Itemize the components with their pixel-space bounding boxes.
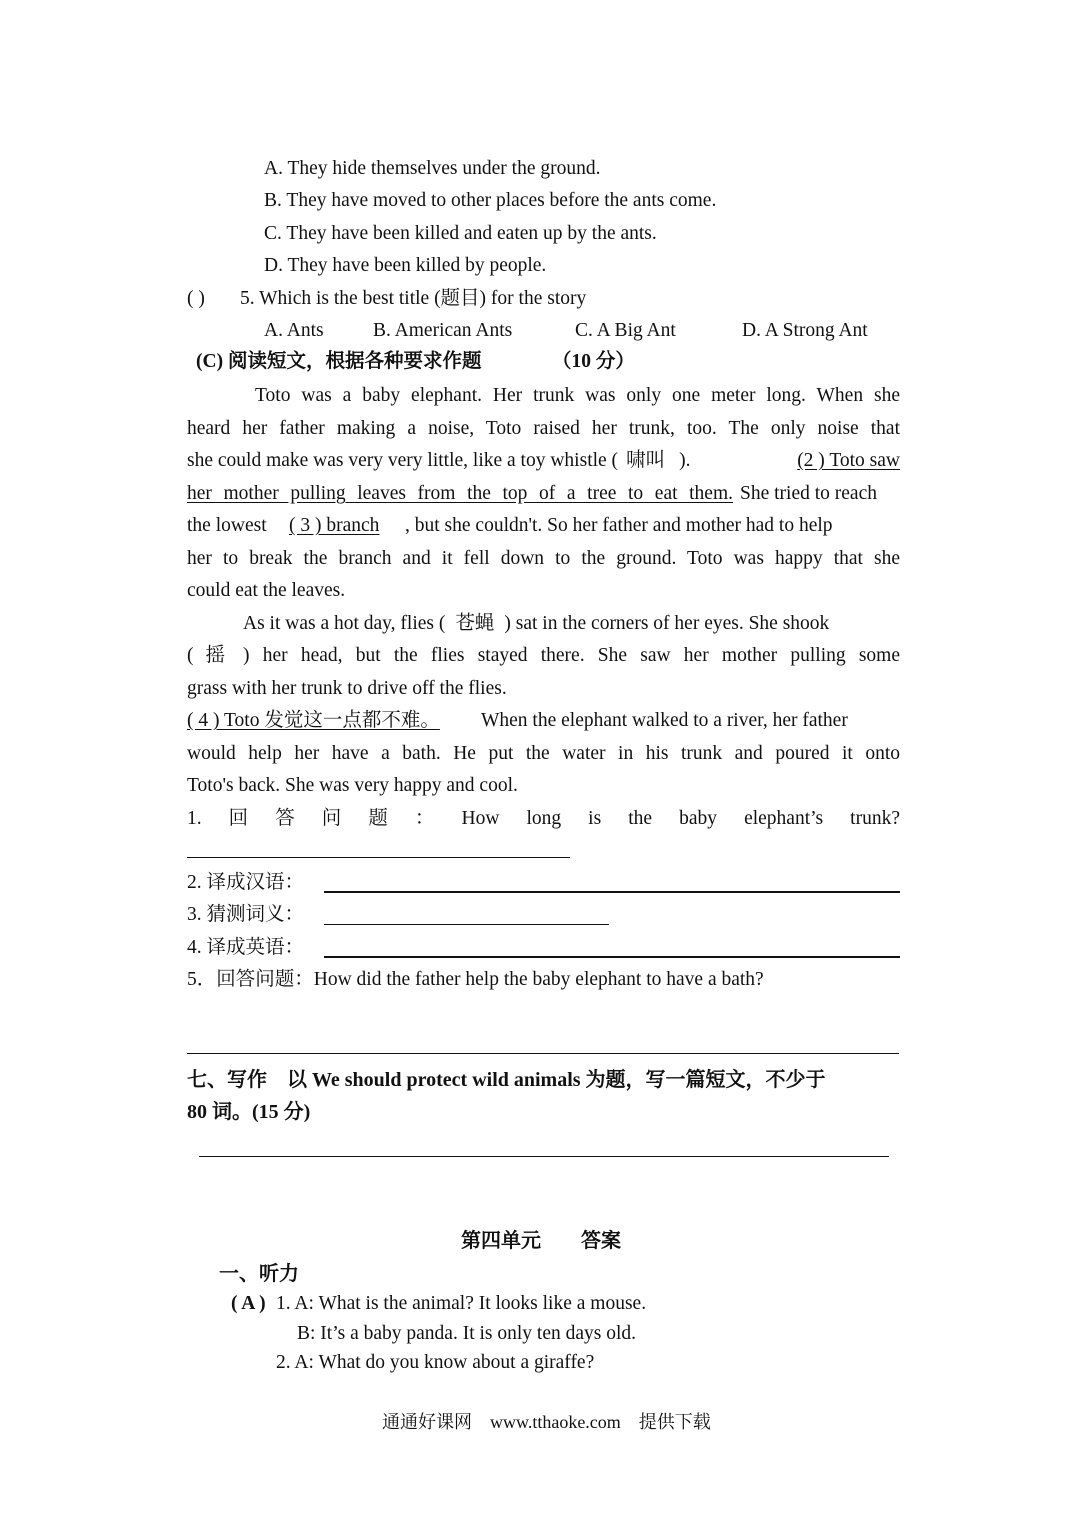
answer-line-2[interactable]: [324, 891, 900, 893]
passage-fragment: ( 摇: [187, 645, 226, 666]
section-c-heading: (C) 阅读短文，根据各种要求作题: [196, 351, 482, 372]
dialogue-line: B: It’s a baby panda. It is only ten days old.: [297, 1323, 637, 1344]
passage-fragment: the lowest: [187, 515, 267, 536]
writing-requirement: 80 词。(15 分): [187, 1101, 311, 1123]
option-5a: A. Ants: [264, 320, 324, 341]
answer-line-1[interactable]: [187, 857, 570, 858]
passage-line: would help her have a bath. He put the water in his trunk and poured it onto: [187, 743, 900, 764]
answer-key-title: 第四单元 答案: [461, 1230, 621, 1252]
passage-line: could eat the leaves.: [187, 580, 346, 601]
option-4d: D. They have been killed by people.: [264, 255, 547, 276]
blank-2-start: (2 ) Toto saw: [797, 450, 900, 471]
passage-line: ) her head, but the flies stayed there. She saw her mother pulling some: [243, 645, 900, 666]
writing-line[interactable]: [199, 1156, 889, 1157]
answer-line-5[interactable]: [187, 1053, 899, 1054]
dialogue-line: 1. A: What is the animal? It looks like a mouse.: [276, 1293, 647, 1314]
option-5b: B. American Ants: [373, 320, 513, 341]
passage-fragment: , but she couldn't. So her father and mother had to help: [405, 515, 833, 536]
listening-heading: 一、听力: [219, 1263, 299, 1285]
passage-line: her to break the branch and it fell down to the ground. Toto was happy that she: [187, 548, 900, 569]
passage-line: Toto was a baby elephant. Her trunk was only one meter long. When she: [255, 385, 900, 406]
question-4: 4. 译成英语：: [187, 937, 305, 958]
question-3: 3. 猜测词义：: [187, 904, 305, 925]
passage-line: Toto's back. She was very happy and cool.: [187, 775, 518, 796]
option-4c: C. They have been killed and eaten up by the ants.: [264, 223, 657, 244]
passage-line: grass with her trunk to drive off the flies.: [187, 678, 507, 699]
answer-paren-5[interactable]: ( ): [187, 288, 205, 309]
question-5: 5. Which is the best title (题目) for the story: [240, 288, 587, 309]
option-5c: C. A Big Ant: [575, 320, 676, 341]
question-2: 2. 译成汉语：: [187, 872, 305, 893]
blank-2-sentence: her mother pulling leaves from the top of a tree to eat them.: [187, 483, 733, 504]
passage-fragment: When the elephant walked to a river, her father: [481, 710, 848, 731]
passage-fragment: She tried to reach: [740, 483, 877, 504]
question-1: 1. 回 答 问 题 ： How long is the baby elephant’s trunk?: [187, 808, 900, 829]
section-c-score: （10 分）: [552, 351, 635, 372]
blank-3-word: ( 3 ) branch: [289, 515, 380, 536]
answer-line-4[interactable]: [324, 956, 900, 958]
question-5-answer: 5．回答问题：How did the father help the baby elephant to have a bath?: [187, 969, 764, 990]
option-4b: B. They have moved to other places before the ants come.: [264, 190, 717, 211]
passage-line: As it was a hot day, flies ( 苍蝇 ) sat in the corners of her eyes. She shook: [243, 613, 830, 634]
passage-line: she could make was very very little, like a toy whistle ( 啸叫 ).: [187, 450, 691, 471]
page-footer: 通通好课网 www.tthaoke.com 提供下载: [382, 1412, 711, 1432]
option-4a: A. They hide themselves under the ground.: [264, 158, 601, 179]
answer-mark: ( A ): [231, 1293, 266, 1314]
option-5d: D. A Strong Ant: [742, 320, 868, 341]
answer-line-3[interactable]: [324, 924, 609, 925]
writing-heading: 七、写作 以 We should protect wild animals 为题，写一篇短文，不少于: [187, 1069, 826, 1091]
passage-line: heard her father making a noise, Toto raised her trunk, too. The only noise that: [187, 418, 900, 439]
blank-4-sentence: ( 4 ) Toto 发觉这一点都不难。: [187, 710, 440, 731]
dialogue-line: 2. A: What do you know about a giraffe?: [276, 1352, 595, 1373]
